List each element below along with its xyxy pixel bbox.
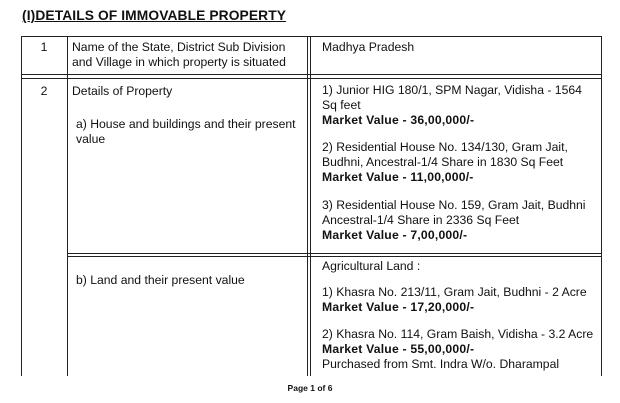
row-1-description <box>72 40 304 70</box>
house-label-line: value <box>76 132 106 146</box>
house-item-text: 3) Residential House No. 159, Gram Jait, Budhni <box>322 198 586 212</box>
house-label-line: a) House and buildings and their present <box>76 117 296 131</box>
house-item-3 <box>322 198 600 243</box>
house-item-text: 2) Residential House No. 134/130, Gram Jait, <box>322 140 568 154</box>
column-divider <box>67 36 68 376</box>
market-value: Market Value - 55,00,000/- <box>322 342 475 356</box>
column-divider-double-a <box>307 36 308 376</box>
market-value: Market Value - 11,00,000/- <box>322 170 474 184</box>
house-item-2 <box>322 140 600 185</box>
house-item-1 <box>322 83 600 128</box>
house-item-text: 1) Junior HIG 180/1, SPM Nagar, Vidisha - 1564 <box>322 83 582 97</box>
market-value: Market Value - 7,00,000/- <box>322 228 468 242</box>
row-divider-double <box>21 78 602 79</box>
description-line: and Village in which property is situated <box>72 55 286 69</box>
land-item-note: Purchased from Smt. Indra W/o. Dharampal <box>322 357 560 371</box>
row-1-serial: 1 <box>40 40 48 54</box>
table-border-top <box>21 36 602 37</box>
section-title: (I)DETAILS OF IMMOVABLE PROPERTY <box>22 8 287 23</box>
market-value: Market Value - 36,00,000/- <box>322 113 475 127</box>
row-divider <box>21 74 602 75</box>
row-2-serial: 2 <box>40 84 48 98</box>
market-value: Market Value - 17,20,000/- <box>322 300 475 314</box>
land-label: b) Land and their present value <box>76 273 245 287</box>
row-1-value: Madhya Pradesh <box>322 40 415 54</box>
row-2-heading: Details of Property <box>72 84 173 98</box>
column-divider-double-b <box>310 36 311 376</box>
house-item-text: Ancestral-1/4 Share in 2336 Sq Feet <box>322 213 520 227</box>
inner-divider-double <box>67 256 602 257</box>
house-item-text: Sq feet <box>322 98 361 112</box>
land-heading: Agricultural Land : <box>322 259 421 273</box>
house-item-text: Budhni, Ancestral-1/4 Share in 1830 Sq Feet <box>322 155 564 169</box>
description-line: Name of the State, District Sub Division <box>72 40 286 54</box>
inner-divider <box>67 253 602 254</box>
page-number: Page 1 of 6 <box>287 383 333 393</box>
land-item-text: 1) Khasra No. 213/11, Gram Jait, Budhni - 2 Acre <box>322 285 587 299</box>
land-item-text: 2) Khasra No. 114, Gram Baish, Vidisha - 3.2 Acre <box>322 327 594 341</box>
house-label <box>76 117 304 147</box>
land-item-2 <box>322 327 600 372</box>
land-item-1 <box>322 285 600 315</box>
table-border-right <box>601 36 602 376</box>
